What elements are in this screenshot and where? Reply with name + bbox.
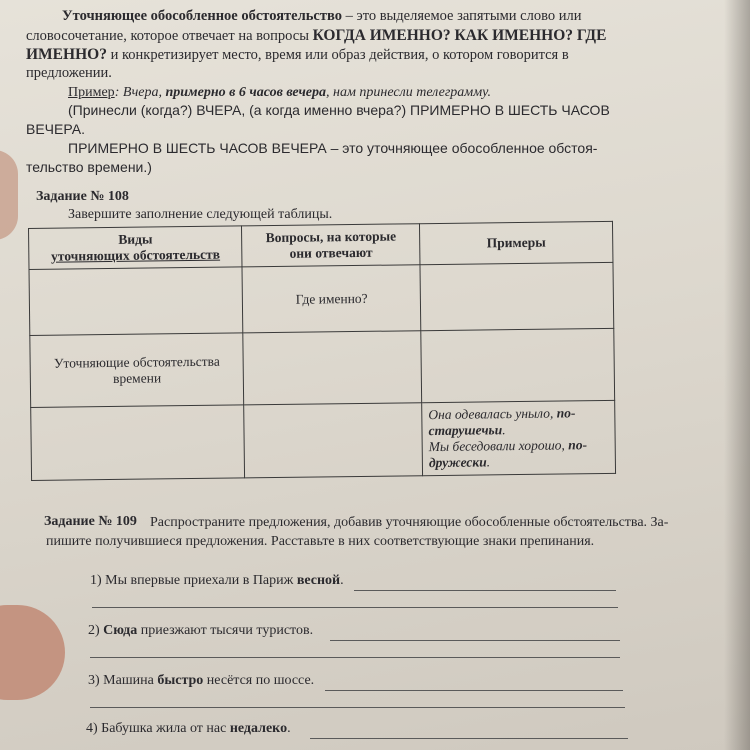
header-examples: Примеры [419,221,612,264]
definition-line-1: Уточняющее обособленное обстоятельство – это выделяемое запятыми слово или [62,8,582,24]
task-109-instruction-2: пишите получившиеся предложения. Расставьте в них соответствующие знаки препинания. [46,534,595,549]
finger-bottom [0,605,65,700]
table-cell-examples [422,400,616,475]
example-line-5: тельство времени.) [26,159,152,175]
table-cell-empty[interactable] [244,403,422,478]
task-108-instruction: Завершите заполнение следующей таблицы. [68,207,333,222]
table-cell-empty[interactable] [31,405,245,481]
exercise-item-3: 3) Машина быстро несётся по шоссе. [88,673,315,688]
example-line-4: ПРИМЕРНО В ШЕСТЬ ЧАСОВ ВЕЧЕРА – это уточняющее обособленное обстоя- [68,140,598,156]
table-cell-question: Где именно? [242,265,420,333]
table-cell-empty[interactable] [29,267,243,336]
example-line-3: ВЕЧЕРА. [26,121,85,137]
table-cell-empty[interactable] [421,328,615,402]
table-cell-empty[interactable] [243,331,421,405]
exercise-item-2: 2) Сюда приезжают тысячи туристов. [88,623,314,638]
table-cell-type: Уточняющие обстоятельства времени [30,333,244,408]
answer-line[interactable] [330,640,620,641]
finger-top [0,150,18,240]
example-sentence-1: Она одевалась уныло, по- старушечьи. [428,405,576,439]
table-row [30,328,615,407]
page-edge-shadow [724,0,750,750]
answer-line[interactable] [325,690,623,691]
answer-line[interactable] [310,738,628,739]
header-questions: Вопросы, на которые они отвечают [242,224,420,267]
table-row [29,262,614,335]
task-109-title: Задание № 109 [44,514,137,529]
table-cell-empty[interactable] [420,262,614,330]
definition-line-2: словосочетание, которое отвечает на вопросы КОГДА ИМЕННО? КАК ИМЕННО? ГДЕ [26,27,607,44]
answer-line[interactable] [354,590,616,591]
classification-table [28,221,616,481]
table-row [31,400,616,480]
exercise-item-1: 1) Мы впервые приехали в Париж весной. [90,573,344,588]
exercise-item-4: 4) Бабушка жила от нас недалеко. [86,721,291,736]
task-109-instruction-1: Распространите предложения, добавив уточняющие обособленные обстоятельства. За- [150,515,669,530]
answer-line[interactable] [90,707,625,708]
definition-line-4: предложении. [26,65,112,81]
header-types: Виды уточняющих обстоятельств [29,226,243,270]
answer-line[interactable] [92,607,618,608]
task-108-title: Задание № 108 [36,189,129,204]
table-header-row [29,221,613,269]
example-sentence-2: Мы беседовали хорошо, по- дружески. [428,437,588,471]
example-line-1: Пример: Вчера, примерно в 6 часов вечера, нам принесли телеграмму. [68,85,492,100]
answer-line[interactable] [90,657,620,658]
definition-line-3: ИМЕННО? и конкретизирует место, время или образ действия, о котором говорится в [26,46,569,63]
example-line-2: (Принесли (когда?) ВЧЕРА, (а когда именно вчера?) ПРИМЕРНО В ШЕСТЬ ЧАСОВ [68,102,610,118]
